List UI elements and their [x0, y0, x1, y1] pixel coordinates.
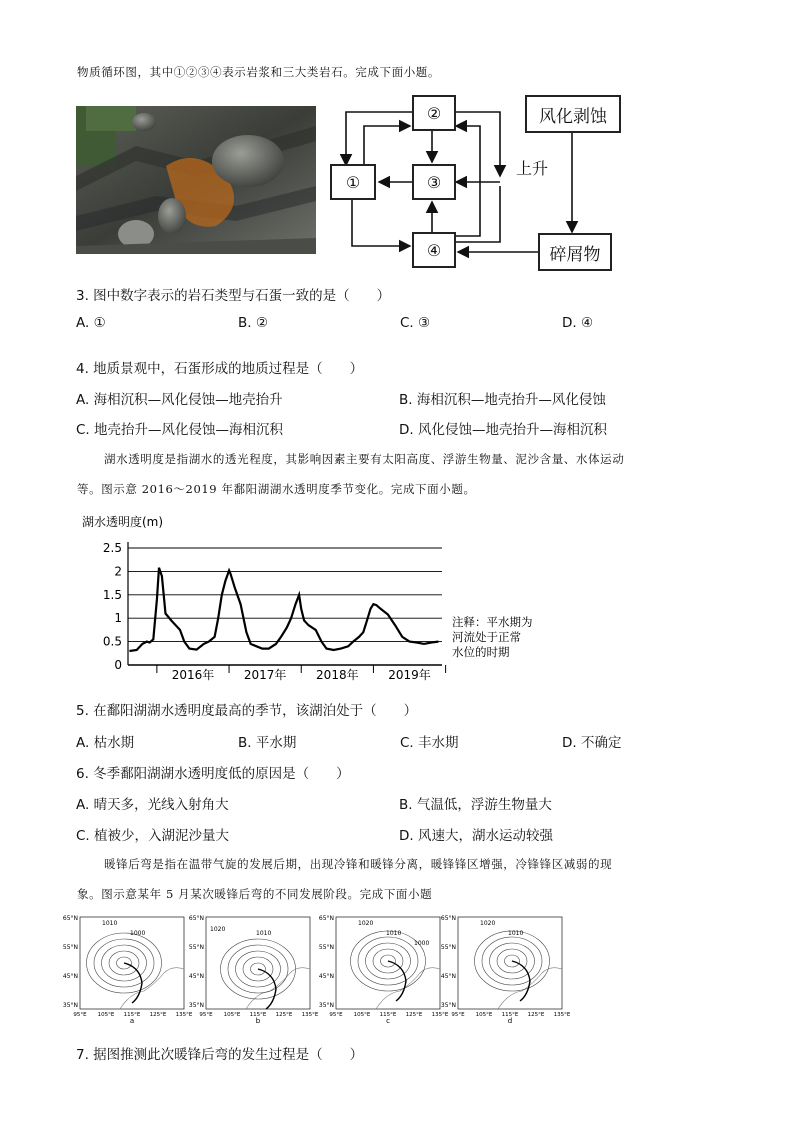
lat-label: 45°N — [188, 973, 204, 980]
lake-intro-line2: 等。图示意 2016～2019 年鄱阳湖湖水透明度季节变化。完成下面小题。 — [77, 482, 476, 496]
chart-note-line2: 河流处于正常 — [452, 630, 521, 644]
lat-label: 35°N — [188, 1002, 204, 1009]
isobar-label: 1010 — [256, 930, 272, 937]
node-2-label: ② — [426, 103, 442, 123]
lat-label: 55°N — [62, 944, 78, 951]
xtick-label: 2019年 — [388, 668, 431, 682]
q3-option-b: B. ② — [238, 315, 268, 331]
q3-option-d: D. ④ — [562, 315, 594, 331]
q5-option-a: A. 枯水期 — [76, 735, 135, 751]
chart-series-line — [129, 568, 438, 651]
lat-label: 55°N — [440, 944, 456, 951]
q4-option-d: D. 风化侵蚀—地壳抬升—海相沉积 — [399, 422, 607, 438]
node-4-label: ④ — [426, 240, 442, 260]
weathering-box — [525, 95, 621, 133]
ytick-label: 2.5 — [102, 541, 122, 555]
q4-option-c: C. 地壳抬升—风化侵蚀—海相沉积 — [76, 422, 284, 438]
lat-label: 35°N — [318, 1002, 334, 1009]
q3-option-c: C. ③ — [400, 315, 431, 331]
xtick-label: 2017年 — [243, 668, 287, 682]
q3-stem: 3. 图中数字表示的岩石类型与石蛋一致的是（ ） — [76, 288, 391, 304]
lon-label: 105°E — [97, 1012, 115, 1018]
lat-label: 65°N — [318, 915, 334, 922]
rock-cycle-arrows — [0, 0, 794, 280]
node-3-label: ③ — [426, 172, 442, 192]
ytick-label: 1 — [114, 611, 122, 626]
lon-label: 125°E — [527, 1012, 545, 1018]
node-1 — [330, 164, 376, 200]
q6-stem: 6. 冬季鄱阳湖湖水透明度低的原因是（ ） — [76, 766, 350, 782]
weather-map-b — [186, 913, 319, 1025]
isobar-label: 1000 — [130, 930, 146, 937]
lon-label: 125°E — [149, 1012, 167, 1018]
lat-label: 55°N — [318, 944, 334, 951]
q7-stem: 7. 据图推测此次暖锋后弯的发生过程是（ ） — [76, 1047, 364, 1063]
chart-ylabel: 湖水透明度(m) — [82, 515, 164, 529]
q5-option-b: B. 平水期 — [238, 735, 297, 751]
lat-label: 65°N — [440, 915, 456, 922]
lon-label: 135°E — [553, 1012, 571, 1018]
intro-text: 物质循环图，其中①②③④表示岩浆和三大类岩石。完成下面小题。 — [77, 65, 440, 79]
q5-option-d: D. 不确定 — [562, 735, 622, 751]
front-intro-line2: 象。图示意某年 5 月某次暖锋后弯的不同发展阶段。完成下面小题 — [77, 887, 433, 901]
lake-intro-line1: 湖水透明度是指湖水的透光程度，其影响因素主要有太阳高度、浮游生物量、泥沙含量、水体运动 — [104, 452, 625, 466]
panel-label: c — [386, 1017, 390, 1025]
weathering-label: 风化剥蚀 — [539, 106, 607, 127]
lat-label: 45°N — [62, 973, 78, 980]
lon-label: 125°E — [275, 1012, 293, 1018]
weather-map-d — [438, 913, 571, 1025]
xtick-label: 2018年 — [316, 668, 359, 682]
panel-label: a — [129, 1017, 135, 1025]
lat-label: 45°N — [440, 973, 456, 980]
lon-label: 95°E — [329, 1012, 343, 1018]
panel-label: b — [255, 1017, 261, 1025]
lat-label: 65°N — [188, 915, 204, 922]
isobar-label: 1020 — [358, 920, 374, 927]
ytick-label: 0 — [114, 658, 122, 672]
ytick-label: 2 — [114, 564, 122, 579]
q3-option-a: A. ① — [76, 315, 106, 331]
node-4 — [412, 232, 456, 268]
lat-label: 65°N — [62, 915, 78, 922]
transparency-chart — [70, 508, 610, 688]
lon-label: 115°E — [501, 1012, 519, 1018]
chart-note-line1: 注释：平水期为 — [452, 615, 533, 629]
panel-label: d — [507, 1017, 513, 1025]
q4-stem: 4. 地质景观中，石蛋形成的地质过程是（ ） — [76, 361, 364, 377]
lon-label: 115°E — [123, 1012, 141, 1018]
lat-label: 55°N — [188, 944, 204, 951]
q6-option-c: C. 植被少，入湖泥沙量大 — [76, 828, 230, 844]
isobar-label: 1010 — [102, 920, 118, 927]
uplift-label: 上升 — [516, 159, 549, 178]
chart-yticks — [103, 541, 122, 672]
isobar-label: 1020 — [480, 920, 496, 927]
ytick-label: 0.5 — [102, 634, 122, 649]
debris-box — [538, 233, 612, 271]
lon-label: 135°E — [175, 1012, 193, 1018]
chart-grid — [128, 542, 442, 665]
lon-label: 95°E — [199, 1012, 213, 1018]
lon-label: 105°E — [353, 1012, 371, 1018]
q4-option-a: A. 海相沉积—风化侵蚀—地壳抬升 — [76, 392, 283, 408]
chart-note-line3: 水位的时期 — [452, 645, 510, 659]
q6-option-a: A. 晴天多，光线入射角大 — [76, 797, 229, 813]
lon-label: 115°E — [379, 1012, 397, 1018]
ytick-label: 1.5 — [102, 587, 122, 602]
isobar-label: 1000 — [414, 940, 430, 947]
lon-label: 135°E — [431, 1012, 449, 1018]
xtick-label: 2016年 — [171, 668, 215, 682]
isobar-label: 1010 — [386, 930, 402, 937]
lon-label: 115°E — [249, 1012, 267, 1018]
lat-label: 35°N — [440, 1002, 456, 1009]
lon-label: 135°E — [301, 1012, 319, 1018]
lon-label: 95°E — [73, 1012, 87, 1018]
lon-label: 105°E — [223, 1012, 241, 1018]
q6-option-d: D. 风速大，湖水运动较强 — [399, 828, 553, 844]
node-3 — [412, 164, 456, 200]
node-1-label: ① — [345, 172, 361, 192]
lon-label: 125°E — [405, 1012, 423, 1018]
q4-option-b: B. 海相沉积—地壳抬升—风化侵蚀 — [399, 392, 606, 408]
isobar-label: 1010 — [508, 930, 524, 937]
q5-stem: 5. 在鄱阳湖湖水透明度最高的季节，该湖泊处于（ ） — [76, 703, 418, 719]
lat-label: 45°N — [318, 973, 334, 980]
q5-option-c: C. 丰水期 — [400, 735, 459, 751]
node-2 — [412, 95, 456, 131]
isobar-label: 1020 — [210, 926, 226, 933]
lon-label: 105°E — [475, 1012, 493, 1018]
lat-label: 35°N — [62, 1002, 78, 1009]
lon-label: 95°E — [451, 1012, 465, 1018]
q6-option-b: B. 气温低，浮游生物量大 — [399, 797, 552, 813]
weather-map-c — [316, 913, 449, 1025]
front-intro-line1: 暖锋后弯是指在温带气旋的发展后期，出现冷锋和暖锋分离，暖锋锋区增强，冷锋锋区减弱的现 — [104, 857, 613, 871]
chart-xticks — [157, 665, 446, 682]
debris-label: 碎屑物 — [549, 244, 601, 265]
weather-map-a — [60, 913, 193, 1025]
